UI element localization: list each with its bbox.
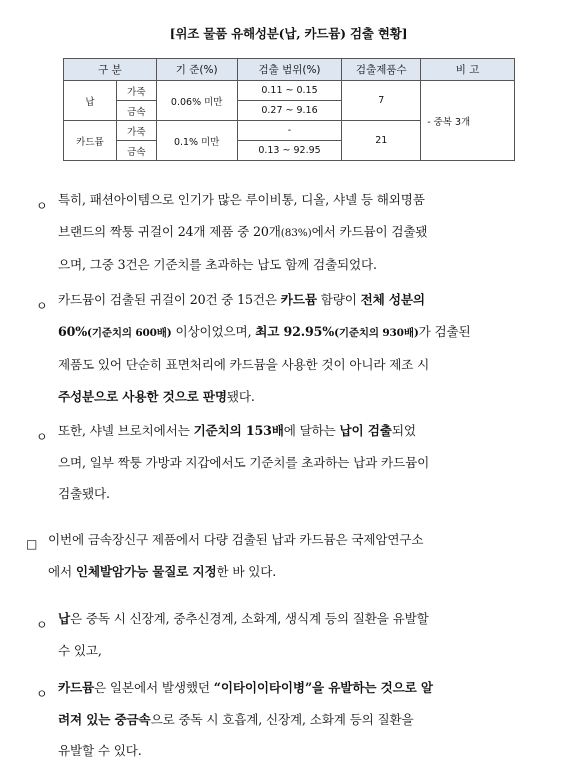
lead-metal-label: 금속 [116, 101, 156, 121]
text-line: 제품도 있어 단순히 표면처리에 카드뮴을 사용한 것이 아니라 제조 시 [58, 357, 430, 372]
bullet-circle: ㅇ [36, 618, 48, 632]
paragraph-lead-effects [58, 603, 429, 666]
lead-name-cell: 납 [64, 81, 117, 121]
text-line: 카드뮴이 검출된 귀걸이 20건 중 15건은 카드뮴 함량이 전체 성분의 [58, 292, 425, 307]
text-line: 주성분으로 사용한 것으로 판명됐다. [58, 388, 255, 404]
cadmium-count-cell: 21 [342, 121, 421, 161]
text-line: 60%(기준치의 600배) 이상이었으며, 최고 92.95%(기준치의 930배)가 검출된 [58, 323, 471, 339]
detection-table [63, 58, 515, 161]
lead-leather-range: 0.11 ~ 0.15 [237, 81, 342, 101]
text-line: 수 있고, [58, 642, 102, 658]
bullet-circle: ㅇ [36, 430, 48, 444]
text-line: 이번에 금속장신구 제품에서 다량 검출된 납과 카드뮴은 국제암연구소 [48, 532, 424, 547]
lead-leather-label: 가죽 [116, 81, 156, 101]
text-line: 또한, 샤넬 브로치에서는 기준치의 153배에 달하는 납이 검출되었 [58, 423, 416, 438]
table-row [64, 81, 515, 101]
text-line: 브랜드의 짝퉁 귀걸이 24개 제품 중 20개(83%)에서 카드뮴이 검출됐 [58, 223, 428, 239]
header-count: 검출제품수 [342, 59, 421, 81]
text-line: 카드뮴은 일본에서 발생했던 “이타이이타이병”을 유발하는 것으로 알 [58, 680, 433, 695]
cadmium-name-cell: 카드뮴 [64, 121, 117, 161]
lead-standard-cell: 0.06% 미만 [156, 81, 237, 121]
bullet-circle: ㅇ [36, 687, 48, 701]
cadmium-leather-label: 가죽 [116, 121, 156, 141]
header-range: 검출 범위(%) [237, 59, 342, 81]
text-line: 으며, 그중 3건은 기준치를 초과하는 납도 함께 검출되었다. [58, 257, 377, 272]
header-standard: 기 준(%) [156, 59, 237, 81]
paragraph-iarc [48, 524, 423, 587]
cadmium-metal-label: 금속 [116, 141, 156, 161]
cadmium-leather-range: - [237, 121, 342, 141]
header-note: 비 고 [421, 59, 515, 81]
lead-metal-range: 0.27 ~ 9.16 [237, 101, 342, 121]
text-line: 유발할 수 있다. [58, 743, 142, 758]
text-line: 납은 중독 시 신장계, 중추신경계, 소화계, 생식계 등의 질환을 유발할 [58, 611, 429, 626]
text-line: 에서 인체발암가능 물질로 지정한 바 있다. [48, 563, 277, 579]
table-title: [위조 물품 유해성분(납, 카드뮴) 검출 현황] [169, 26, 408, 41]
paragraph-chanel-brooch [58, 415, 429, 510]
header-category: 구 분 [64, 59, 157, 81]
note-cell: - 중복 3개 [421, 81, 515, 161]
text-line: 으며, 일부 짝퉁 가방과 지갑에서도 기준치를 초과하는 납과 카드뮴이 [58, 454, 430, 470]
bullet-circle: ㅇ [36, 299, 48, 313]
text-line: 검출됐다. [58, 486, 110, 501]
paragraph-earrings [58, 184, 427, 281]
text-line: 려져 있는 중금속으로 중독 시 호흡계, 신장계, 소화계 등의 질환을 [58, 711, 414, 727]
table-header-row [64, 59, 515, 81]
paragraph-cadmium-effects [58, 672, 433, 767]
bullet-square: □ [26, 537, 38, 551]
lead-count-cell: 7 [342, 81, 421, 121]
cadmium-standard-cell: 0.1% 미만 [156, 121, 237, 161]
text-line: 특히, 패션아이템으로 인기가 많은 루이비통, 디올, 샤넬 등 해외명품 [58, 192, 425, 207]
paragraph-cadmium-content [58, 284, 471, 412]
cadmium-metal-range: 0.13 ~ 92.95 [237, 141, 342, 161]
bullet-circle: ㅇ [36, 199, 48, 213]
